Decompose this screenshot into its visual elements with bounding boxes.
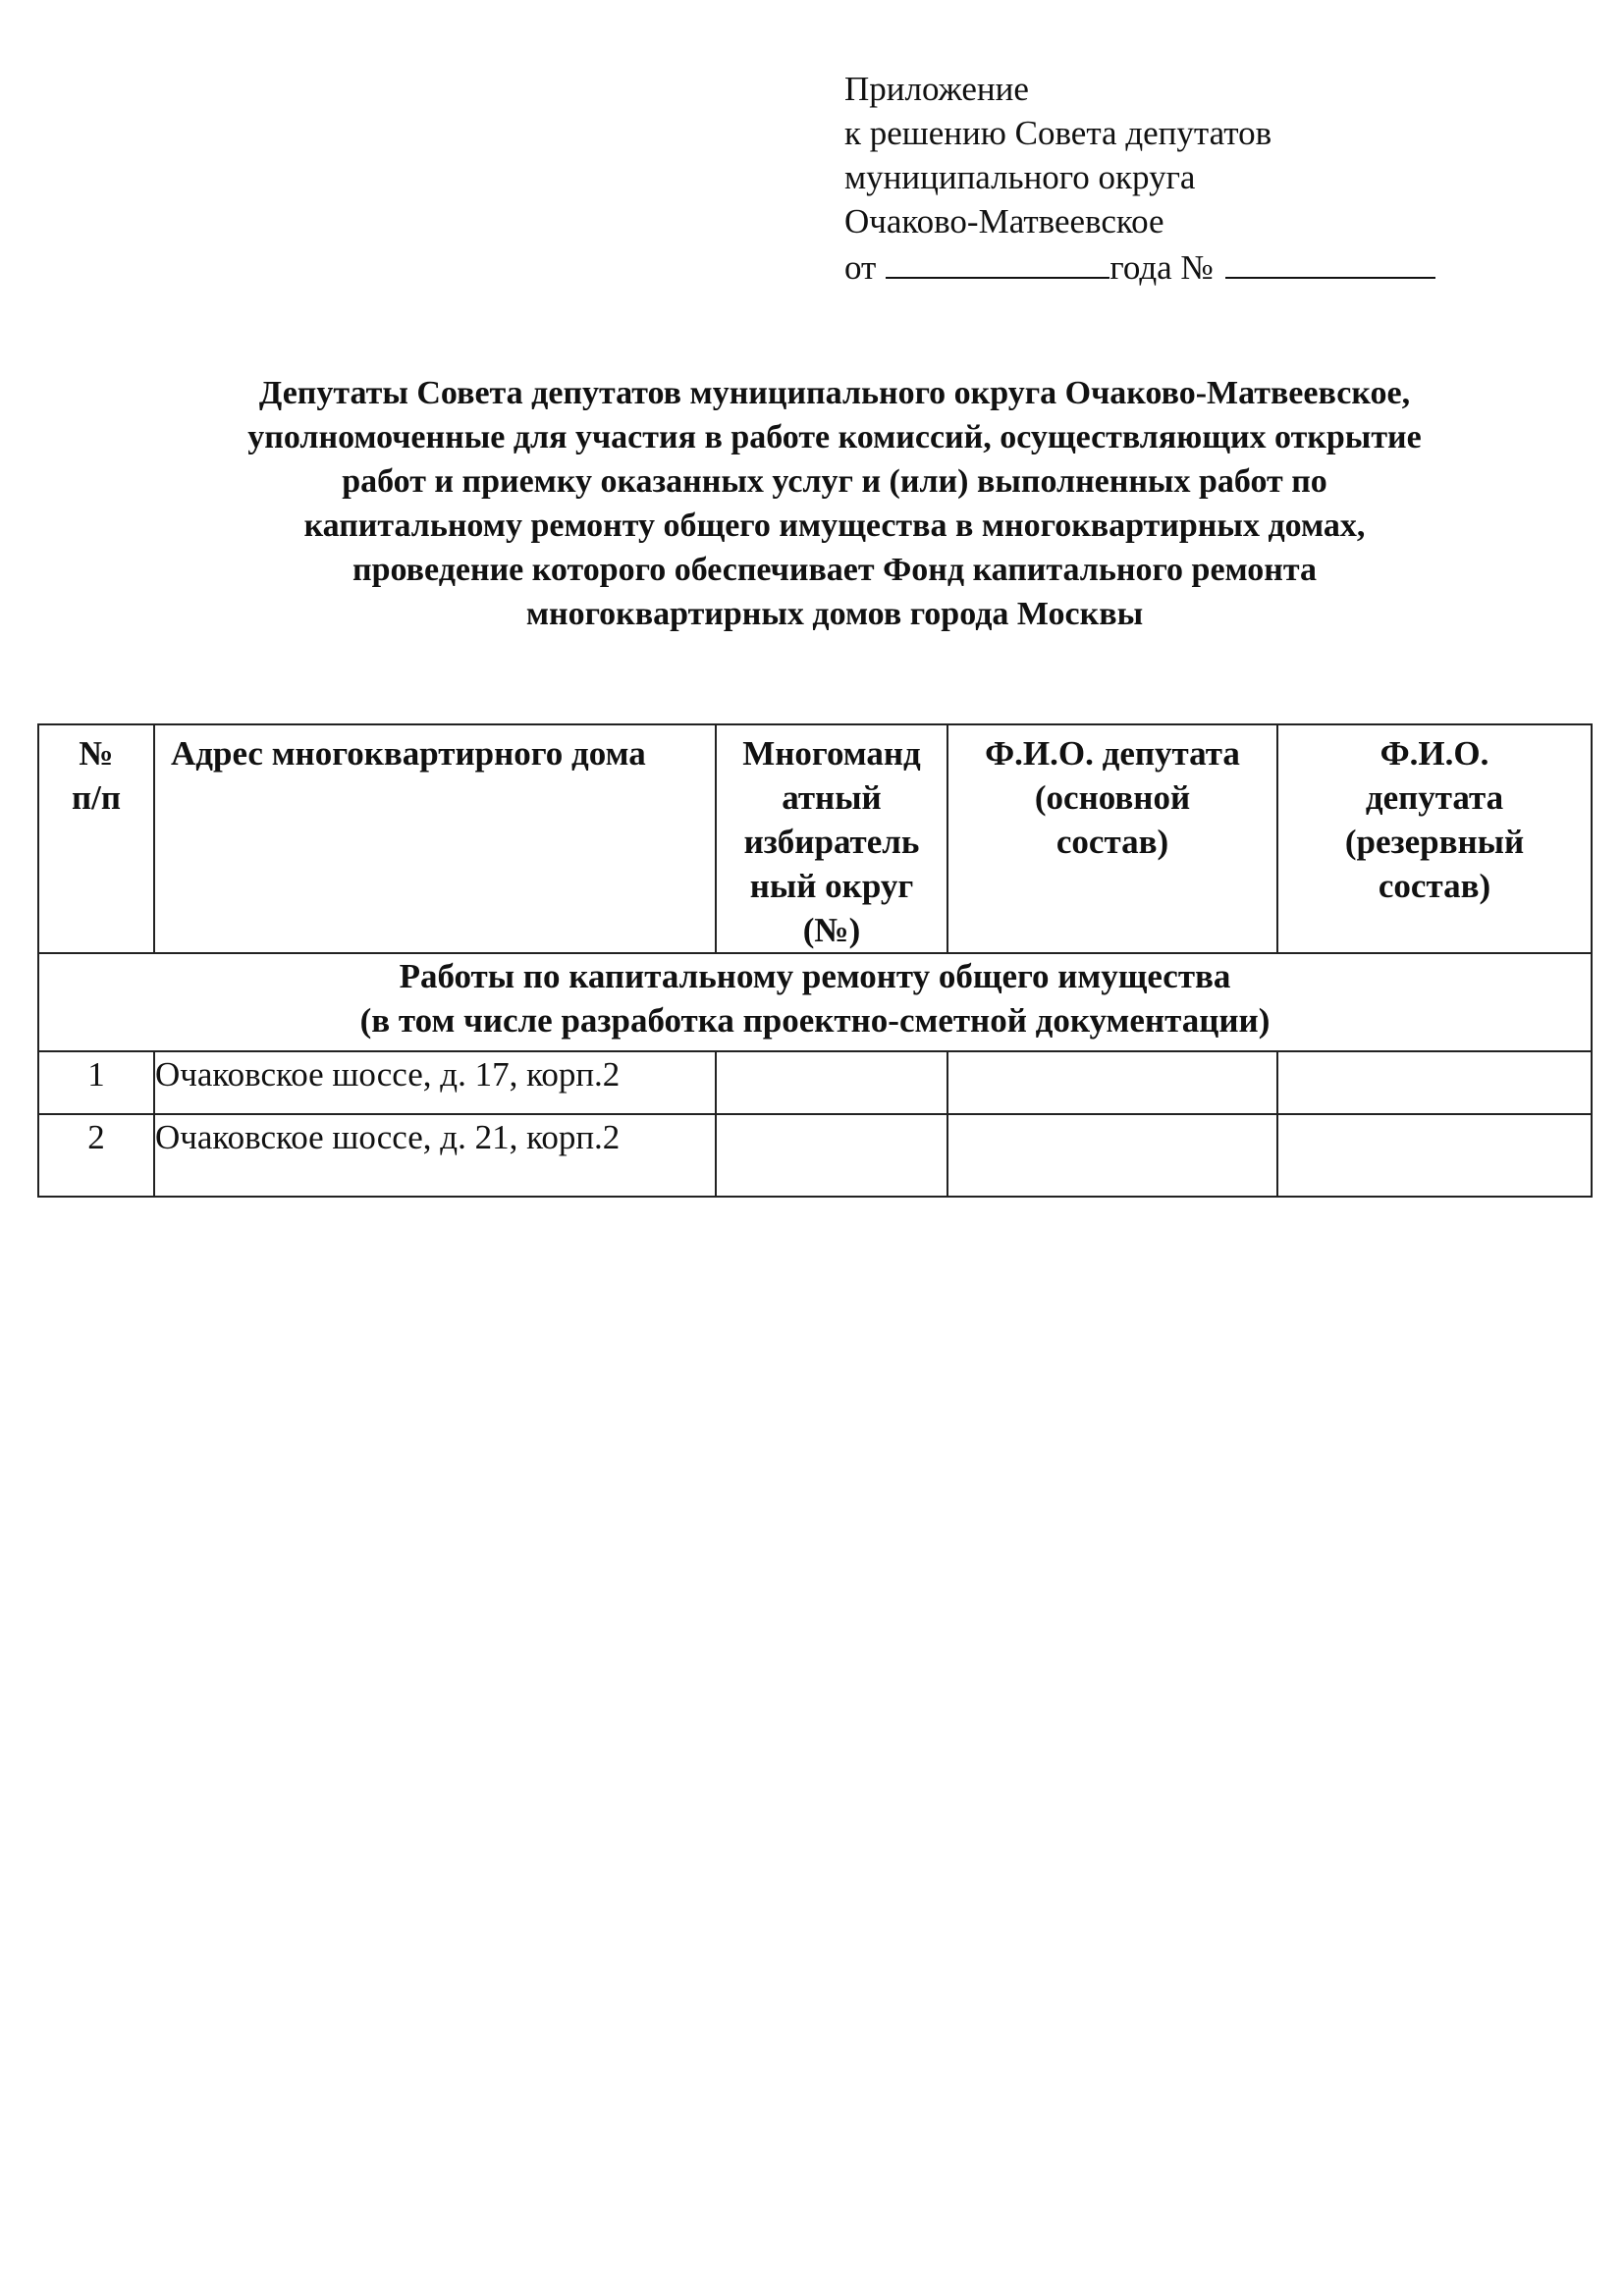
date-blank [886,243,1109,279]
header-reserve-deputy: Ф.И.О. депутата (резервный состав) [1277,724,1592,953]
row-main-deputy [947,1051,1277,1114]
title-line: работ и приемку оказанных услуг и (или) выполненных работ по [342,463,1327,500]
row-district [716,1051,947,1114]
appendix-date-line [844,243,1435,290]
from-label: от [844,248,877,287]
header-district: Многоманд атный избиратель ный округ (№) [716,724,947,953]
row-num: 1 [38,1051,154,1114]
deputies-table [37,723,1593,1198]
row-address: Очаковское шоссе, д. 17, корп.2 [154,1051,716,1114]
row-district [716,1114,947,1197]
table-row [38,1051,1592,1114]
title-line: капитальному ремонту общего имущества в многоквартирных домах, [303,507,1366,544]
row-main-deputy [947,1114,1277,1197]
row-reserve-deputy [1277,1114,1592,1197]
section-row [38,953,1592,1051]
header-num: № п/п [38,724,154,953]
row-reserve-deputy [1277,1051,1592,1114]
title-line: проведение которого обеспечивает Фонд капитального ремонта [352,552,1317,588]
number-blank [1225,243,1435,279]
appendix-line: Очаково-Матвеевское [844,202,1164,240]
appendix-line: муниципального округа [844,158,1196,196]
table-row [38,1114,1592,1197]
document-title [118,371,1551,636]
year-number-label: года № [1109,248,1214,287]
title-line: многоквартирных домов города Москвы [525,596,1144,632]
row-num: 2 [38,1114,154,1197]
header-address: Адрес многоквартирного дома [154,724,716,953]
section-title: Работы по капитальному ремонту общего имущества (в том числе разработка проектно-сметной документации) [38,953,1592,1051]
appendix-header [844,67,1435,290]
table-header-row [38,724,1592,953]
title-line: Депутаты Совета депутатов муниципального округа Очаково-Матвеевское, [258,375,1411,411]
appendix-line: к решению Совета депутатов [844,114,1272,152]
appendix-line: Приложение [844,70,1029,108]
title-line: уполномоченные для участия в работе комиссий, осуществляющих открытие [247,419,1422,455]
row-address: Очаковское шоссе, д. 21, корп.2 [154,1114,716,1197]
header-main-deputy: Ф.И.О. депутата (основной состав) [947,724,1277,953]
